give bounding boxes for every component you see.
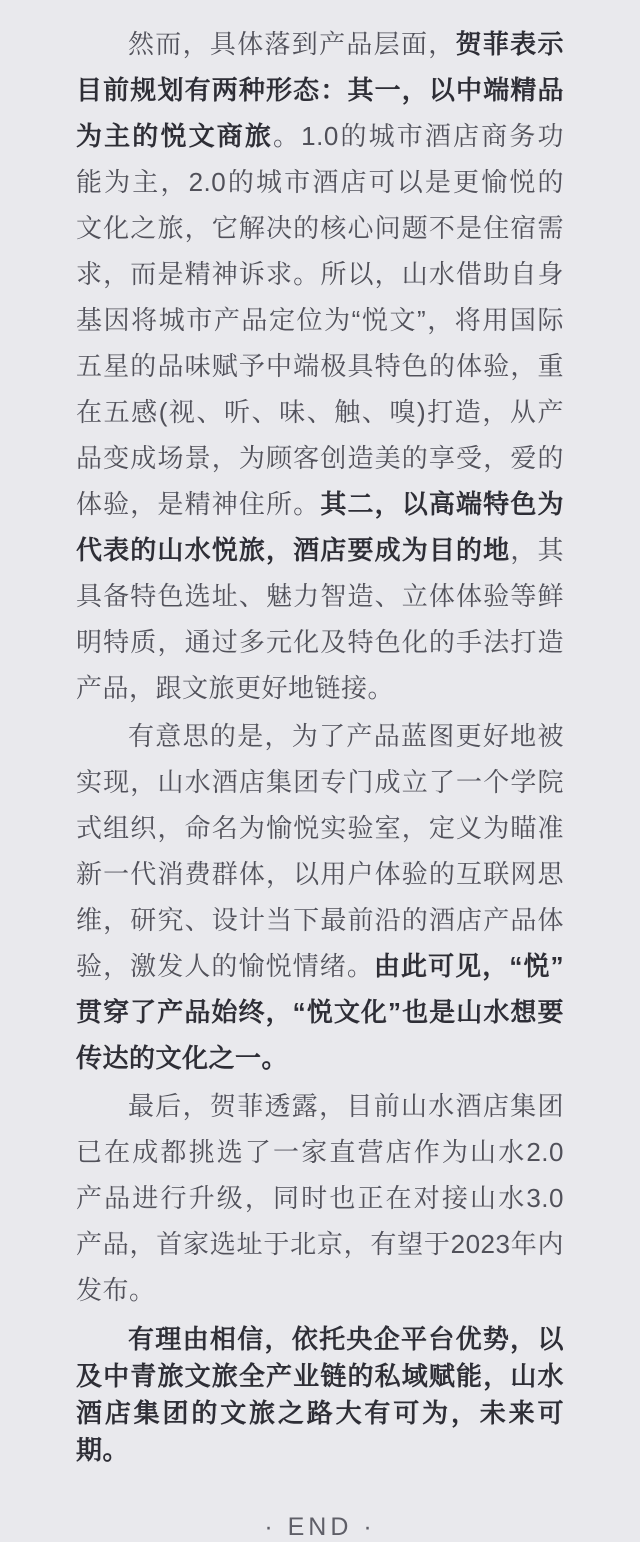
text-segment: 最后，贺菲透露，目前山水酒店集团已在成都挑选了一家直营店作为山水2.0产品进行升级，同时也正在对接山水3.0产品，首家选址于北京，有望于2023年内发布。 — [76, 1091, 564, 1305]
end-marker: · END · — [264, 1513, 376, 1541]
bold-text-segment: 有理由相信，依托央企平台优势，以及中青旅文旅全产业链的私域赋能，山水酒店集团的文旅之路大有可为，未来可期。 — [76, 1324, 564, 1465]
paragraph-1 — [76, 21, 564, 711]
text-segment: 。1.0的城市酒店商务功能为主，2.0的城市酒店可以是更愉悦的文化之旅，它解决的核心问题不是住宿需求，而是精神诉求。所以，山水借助自身基因将城市产品定位为“悦文”，将用国际五星的品味赋予中端极具特色的体验，重在五感(视、听、味、触、嗅)打造，从产品变成场景，为顾客创造美的享受，爱的体验，是精神住所。 — [76, 121, 564, 519]
paragraph-2 — [76, 713, 564, 1081]
bold-text-segment: 其二，以高端特色为代表的山水悦旅，酒店要成为目的地 — [76, 489, 564, 565]
bold-text-segment: 贺菲表示目前规划有两种形态：其一，以中端精品为主的悦文商旅 — [76, 29, 564, 151]
article-body — [76, 21, 564, 1469]
text-segment: 然而，具体落到产品层面， — [128, 29, 456, 59]
paragraph-3 — [76, 1083, 564, 1313]
bold-text-segment: 由此可见，“悦”贯穿了产品始终，“悦文化”也是山水想要传达的文化之一。 — [76, 951, 564, 1073]
text-segment: ，其具备特色选址、魅力智造、立体体验等鲜明特质，通过多元化及特色化的手法打造产品，跟文旅更好地链接。 — [76, 535, 564, 703]
text-segment: 有意思的是，为了产品蓝图更好地被实现，山水酒店集团专门成立了一个学院式组织，命名为愉悦实验室，定义为瞄准新一代消费群体，以用户体验的互联网思维，研究、设计当下最前沿的酒店产品体验，激发人的愉悦情绪。 — [76, 721, 564, 981]
paragraph-4 — [76, 1321, 564, 1469]
